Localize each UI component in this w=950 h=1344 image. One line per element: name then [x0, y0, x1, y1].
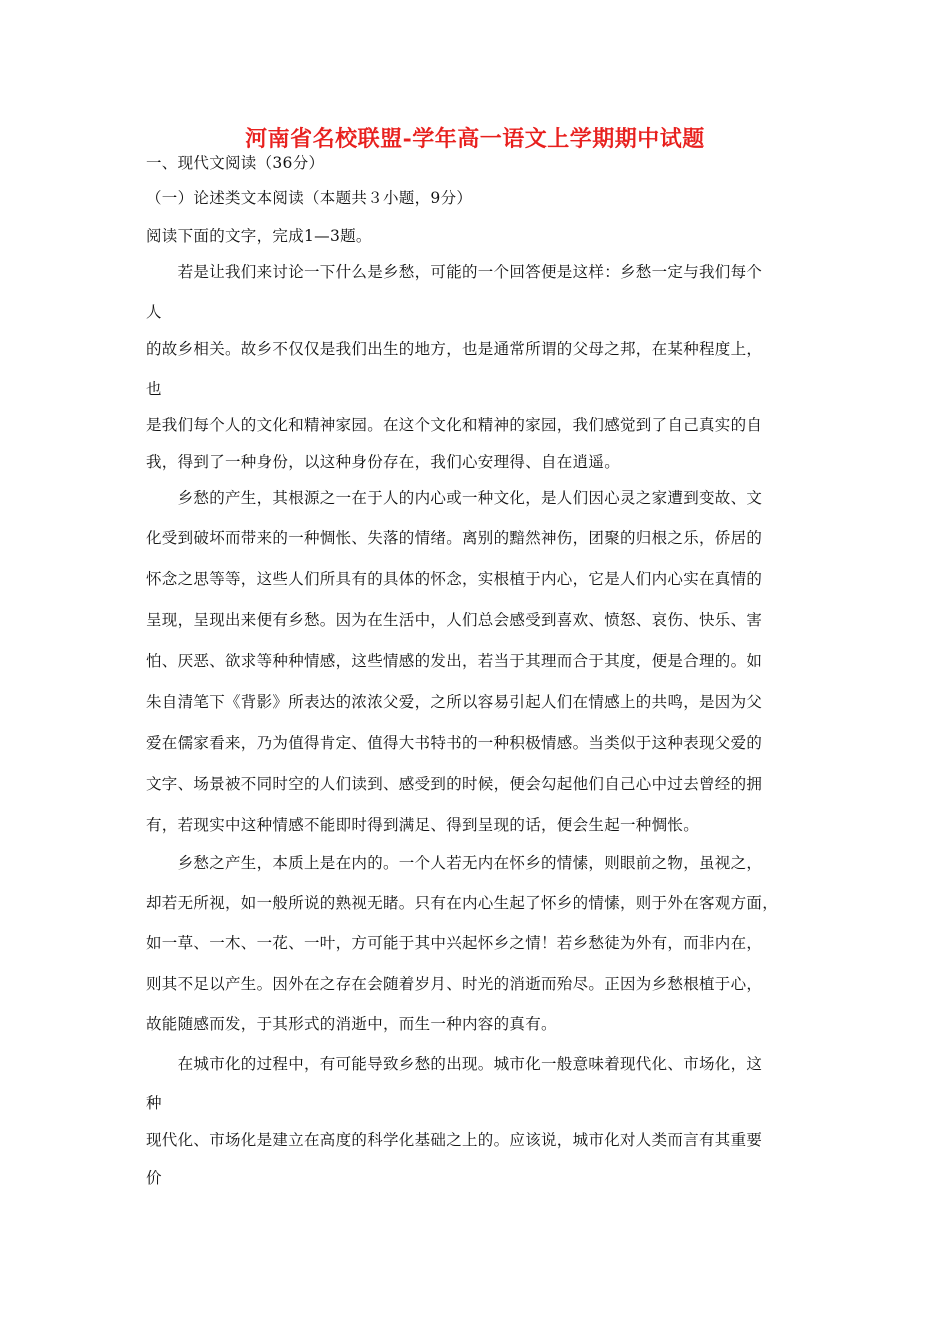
- body-line: 价: [146, 1169, 162, 1187]
- body-line: 怀念之思等等，这些人们所具有的具体的怀念，实根植于内心，它是人们内心实在真情的: [146, 570, 763, 588]
- body-line: 的故乡相关。故乡不仅仅是我们出生的地方，也是通常所谓的父母之邦，在某种程度上，: [146, 340, 763, 358]
- body-line: 化受到破坏而带来的一种惆怅、失落的情绪。离别的黯然神伤，团聚的归根之乐，侨居的: [146, 529, 763, 547]
- body-line: 怕、厌恶、欲求等种种情感，这些情感的发出，若当于其理而合于其度，便是合理的。如: [146, 652, 763, 670]
- body-line: 乡愁之产生，本质上是在内的。一个人若无内在怀乡的情愫，则眼前之物，虽视之，: [146, 854, 763, 872]
- subsection-heading: （一）论述类文本阅读（本题共３小题，9分）: [146, 189, 473, 207]
- body-line: 种: [146, 1094, 162, 1112]
- section-heading: 一、现代文阅读（36分）: [146, 154, 325, 172]
- body-line: 故能随感而发，于其形式的消逝中，而生一种内容的真有。: [146, 1015, 557, 1033]
- body-line: 在城市化的过程中，有可能导致乡愁的出现。城市化一般意味着现代化、市场化，这: [146, 1055, 763, 1073]
- body-line: 乡愁的产生，其根源之一在于人的内心或一种文化，是人们因心灵之家遭到变故、文: [146, 489, 763, 507]
- body-line: 文字、场景被不同时空的人们读到、感受到的时候，便会勾起他们自己心中过去曾经的拥: [146, 775, 763, 793]
- body-line: 如一草、一木、一花、一叶，方可能于其中兴起怀乡之情！若乡愁徒为外有，而非内在，: [146, 934, 763, 952]
- instruction-text: 阅读下面的文字，完成1—3题。: [146, 227, 372, 245]
- body-line: 有，若现实中这种情感不能即时得到满足、得到呈现的话，便会生起一种惆怅。: [146, 816, 700, 834]
- body-line: 也: [146, 380, 162, 398]
- body-line: 呈现，呈现出来便有乡愁。因为在生活中，人们总会感受到喜欢、愤怒、哀伤、快乐、害: [146, 611, 763, 629]
- body-line: 人: [146, 303, 162, 321]
- body-line: 现代化、市场化是建立在高度的科学化基础之上的。应该说，城市化对人类而言有其重要: [146, 1131, 763, 1149]
- body-line: 若是让我们来讨论一下什么是乡愁，可能的一个回答便是这样：乡愁一定与我们每个: [146, 263, 763, 281]
- body-line: 爱在儒家看来，乃为值得肯定、值得大书特书的一种积极情感。当类似于这种表现父爱的: [146, 734, 763, 752]
- body-line: 我，得到了一种身份，以这种身份存在，我们心安理得、自在逍遥。: [146, 453, 621, 471]
- body-line: 是我们每个人的文化和精神家园。在这个文化和精神的家园，我们感觉到了自己真实的自: [146, 416, 763, 434]
- body-line: 朱自清笔下《背影》所表达的浓浓父爱，之所以容易引起人们在情感上的共鸣，是因为父: [146, 693, 763, 711]
- body-line: 则其不足以产生。因外在之存在会随着岁月、时光的消逝而殆尽。正因为乡愁根植于心，: [146, 975, 763, 993]
- document-title: 河南省名校联盟-学年高一语文上学期期中试题: [245, 126, 705, 152]
- body-line: 却若无所视，如一般所说的熟视无睹。只有在内心生起了怀乡的情愫，则于外在客观方面，: [146, 894, 779, 912]
